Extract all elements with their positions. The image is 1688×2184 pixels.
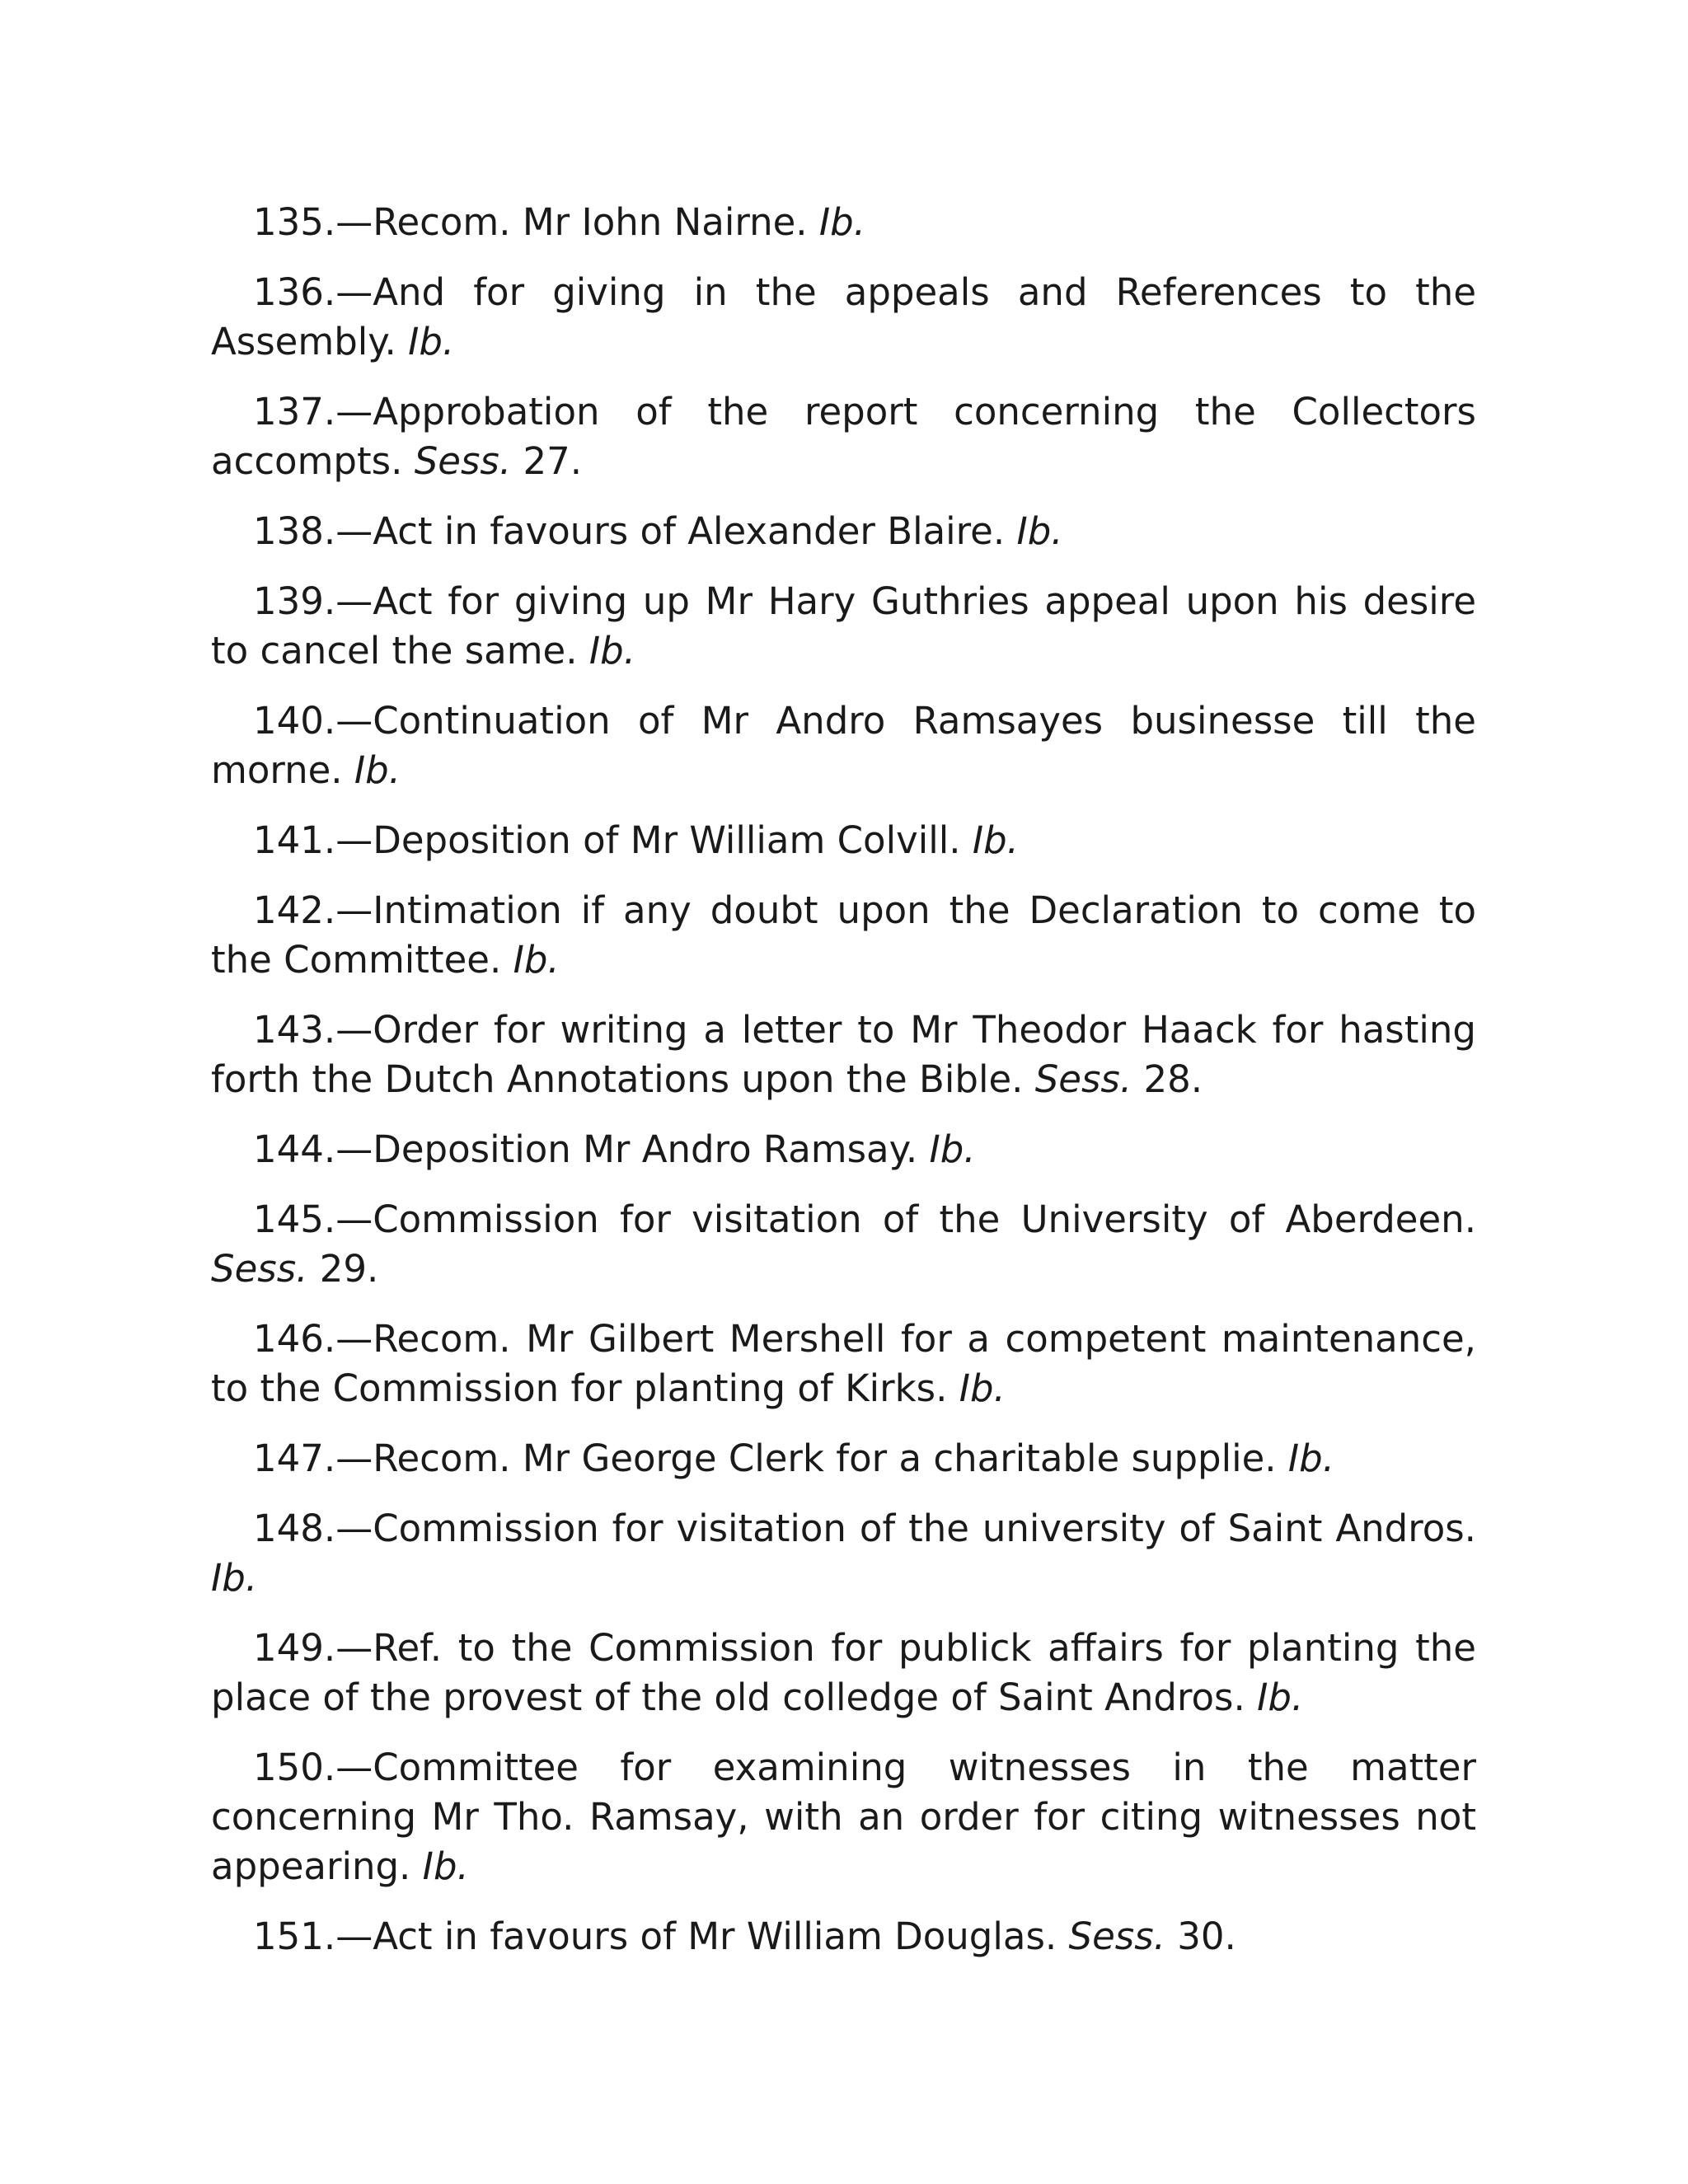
list-item — [211, 387, 1476, 486]
entry-text: 137.—Approbation of the report concerning the Collectors accompts. — [211, 390, 1476, 483]
list-item — [211, 577, 1476, 676]
list-item — [211, 1195, 1476, 1294]
list-item — [211, 1504, 1476, 1603]
list-item — [211, 1912, 1476, 1961]
list-item — [211, 1434, 1476, 1483]
entry-text: 151.—Act in favours of Mr William Douglas. — [253, 1915, 1069, 1958]
entry-text: 150.—Committee for examining witnesses in the matter concerning Mr Tho. Ramsay, with an order for citing witnesses not appearing. — [211, 1746, 1476, 1888]
entry-text: 146.—Recom. Mr Gilbert Mershell for a competent maintenance, to the Commission for planting of Kirks. — [211, 1317, 1476, 1410]
entry-reference: Ib. — [1016, 509, 1063, 553]
entry-text: 136.—And for giving in the appeals and References to the Assembly. — [211, 270, 1476, 363]
entry-reference: Sess. — [211, 1247, 308, 1291]
entry-text: 149.—Ref. to the Commission for publick affairs for planting the place of the provest of the old colledge of Saint Andros. — [211, 1626, 1476, 1719]
entry-reference: Ib. — [929, 1127, 976, 1171]
list-item — [211, 816, 1476, 865]
entry-reference: Ib. — [1257, 1675, 1304, 1719]
entry-session-number: 27. — [511, 439, 583, 483]
entry-text: 145.—Commission for visitation of the University of Aberdeen. — [253, 1197, 1476, 1241]
entry-text: 143.—Order for writing a letter to Mr Theodor Haack for hasting forth the Dutch Annotations upon the Bible. — [211, 1008, 1476, 1101]
entry-text: 142.—Intimation if any doubt upon the Declaration to come to the Committee. — [211, 888, 1476, 982]
entry-text: 148.—Commission for visitation of the university of Saint Andros. — [253, 1507, 1476, 1550]
entry-session-number: 28. — [1132, 1057, 1203, 1101]
entry-reference: Ib. — [513, 938, 560, 982]
entry-reference: Ib. — [1287, 1436, 1335, 1480]
entry-text: 138.—Act in favours of Alexander Blaire. — [253, 509, 1017, 553]
entry-text: 144.—Deposition Mr Andro Ramsay. — [253, 1127, 930, 1171]
entry-reference: Ib. — [408, 320, 455, 363]
entry-reference: Ib. — [422, 1844, 469, 1888]
entry-session-number: 30. — [1165, 1915, 1236, 1958]
entry-text: 140.—Continuation of Mr Andro Ramsayes businesse till the morne. — [211, 699, 1476, 792]
list-item — [211, 696, 1476, 795]
list-item — [211, 1624, 1476, 1722]
list-item — [211, 1005, 1476, 1104]
entry-reference: Sess. — [1068, 1915, 1165, 1958]
entry-text: 135.—Recom. Mr Iohn Nairne. — [253, 200, 819, 244]
entry-text: 141.—Deposition of Mr William Colvill. — [253, 818, 973, 862]
list-item — [211, 1743, 1476, 1891]
list-item — [211, 886, 1476, 985]
entry-session-number: 29. — [307, 1247, 379, 1291]
entry-text: 147.—Recom. Mr George Clerk for a charitable supplie. — [253, 1436, 1288, 1480]
entry-reference: Ib. — [818, 200, 866, 244]
list-item — [211, 198, 1476, 247]
list-item — [211, 268, 1476, 367]
entry-reference: Ib. — [211, 1556, 258, 1600]
entry-reference: Ib. — [588, 629, 635, 673]
list-item — [211, 1125, 1476, 1174]
list-item — [211, 1315, 1476, 1413]
entry-text: 139.—Act for giving up Mr Hary Guthries appeal upon his desire to cancel the same. — [211, 579, 1476, 673]
entry-reference: Ib. — [959, 1366, 1006, 1410]
entry-reference: Sess. — [414, 439, 512, 483]
entry-reference: Ib. — [354, 748, 401, 792]
entry-list — [211, 198, 1476, 1982]
entry-reference: Sess. — [1034, 1057, 1132, 1101]
list-item — [211, 507, 1476, 556]
entry-reference: Ib. — [972, 818, 1019, 862]
